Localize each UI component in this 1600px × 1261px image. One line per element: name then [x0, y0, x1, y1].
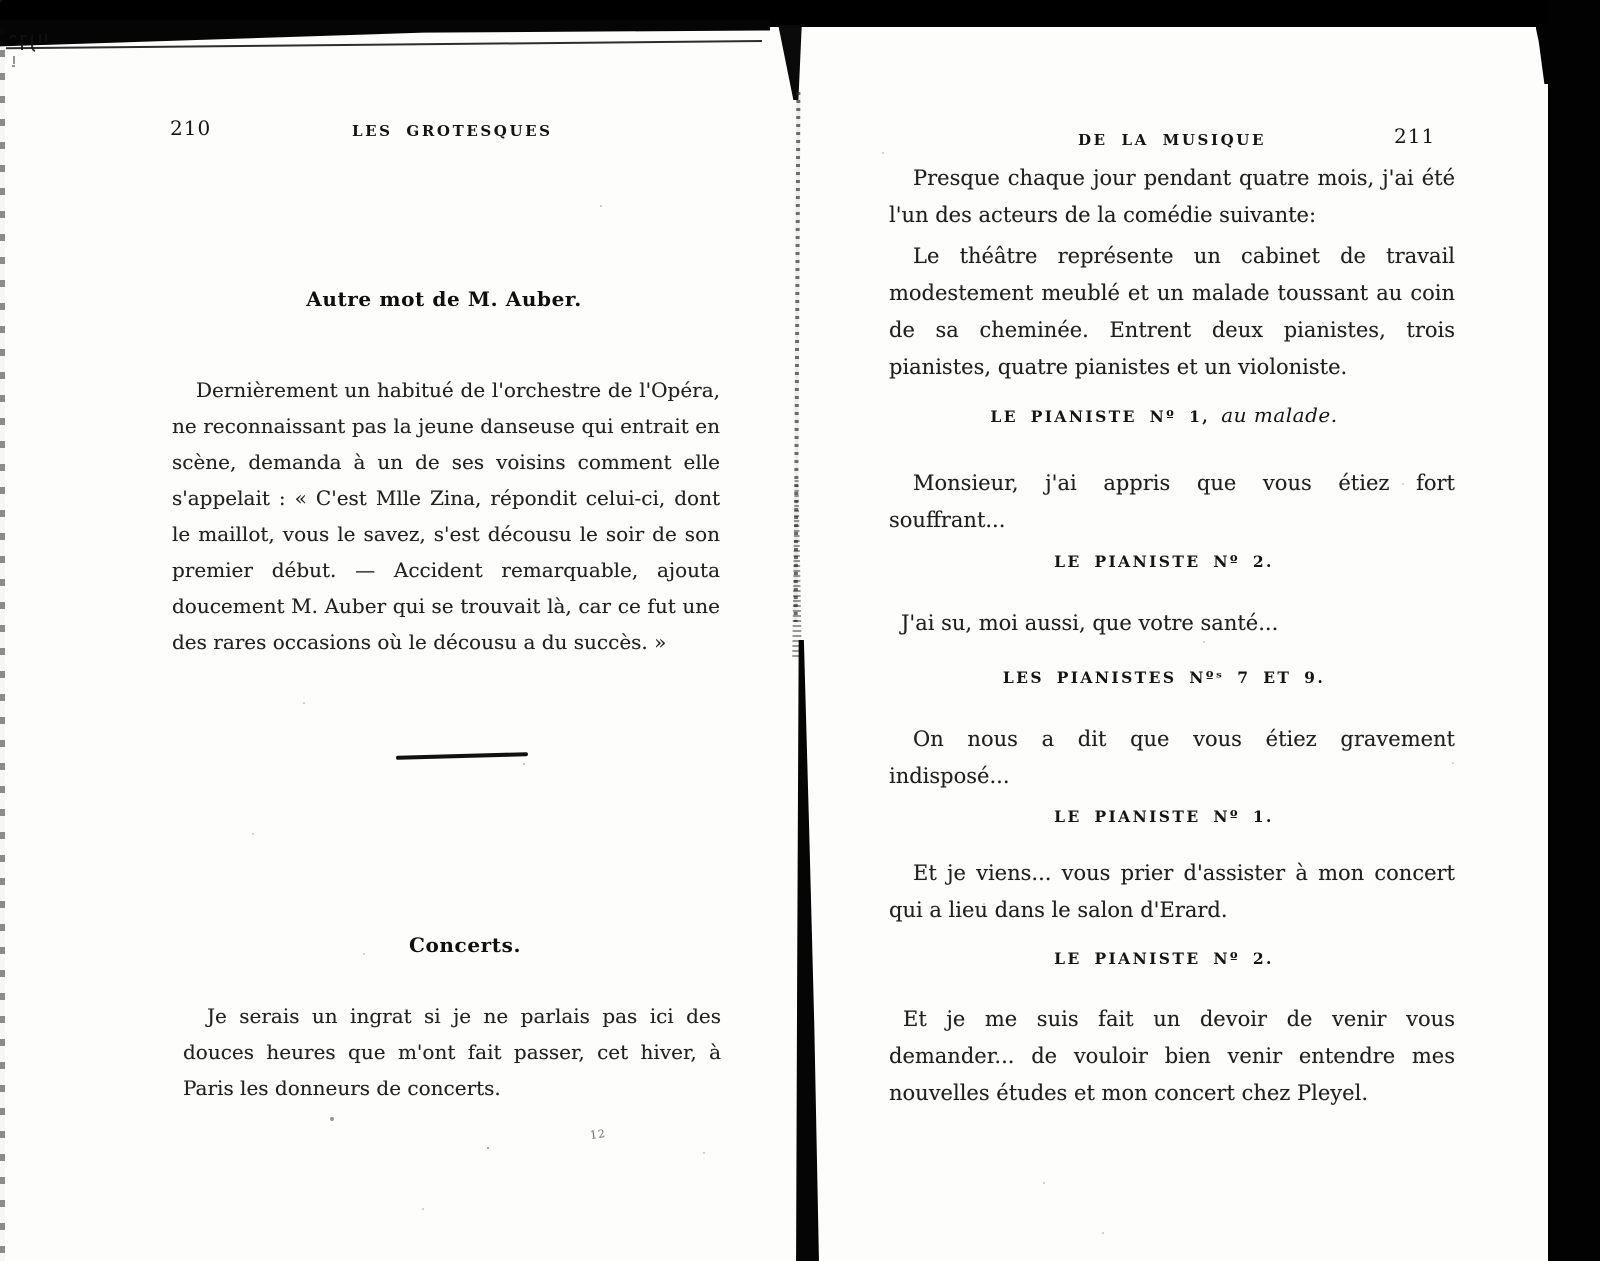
speaker-heading-3	[889, 668, 1439, 687]
paragraph-concerts: Je serais un ingrat si je ne parlais pas ici des douces heures que m'ont fait passer, cet hiver, à Paris les donneurs de concerts.	[183, 1004, 721, 1100]
dialogue-line-2: J'ai su, moi aussi, que votre santé...	[901, 611, 1279, 635]
section-heading-auber: Autre mot de M. Auber.	[306, 287, 582, 311]
speaker-heading-5	[889, 949, 1439, 968]
speaker-name-4: LE PIANISTE Nº 1.	[1054, 807, 1274, 826]
section-heading-concerts: Concerts.	[408, 933, 522, 957]
paragraph-scene: Le théâtre représente un cabinet de travail modestement meublé et un malade toussant au coin de sa cheminée. Entrent deux pianistes, trois pianistes, quatre pianistes et un violoniste.	[889, 244, 1455, 379]
stage-direction-1: au malade.	[1221, 403, 1338, 427]
running-title-left: LES GROTESQUES	[352, 122, 553, 140]
page-number-left: 210	[170, 116, 212, 140]
page-gutter-top-shadow	[776, 25, 804, 100]
page-number-right: 211	[1394, 124, 1436, 148]
dialogue-line-5: Et je me suis fait un devoir de venir vous demander... de vouloir bien venir entendre mes nouvelles études et mon concert chez Pleyel.	[889, 1007, 1455, 1105]
paragraph-auber: Dernièrement un habitué de l'orchestre de l'Opéra, ne reconnaissant pas la jeune danseuse qui entrait en scène, demanda à un de ses voisins comment elle s'appelait : « C'est Mlle Zina, répondit celui-ci, dont le maillot, vous le savez, s'est décousu le soir de son premier début. — Accident remarquable, ajouta doucement M. Auber qui se trouvait là, car ce fut une des rares occasions où le décousu a du succès. »	[172, 378, 720, 654]
page-gutter-fade	[789, 480, 805, 660]
section-divider	[396, 752, 528, 760]
speaker-name-2: LE PIANISTE Nº 2.	[1054, 552, 1274, 571]
speaker-heading-4	[889, 807, 1439, 826]
scan-noise	[0, 0, 2, 2]
printers-signature-mark: 12	[589, 1126, 607, 1143]
paragraph-intro: Presque chaque jour pendant quatre mois, j'ai été l'un des acteurs de la comédie suivante:	[889, 166, 1455, 227]
speaker-name-5: LE PIANISTE Nº 2.	[1054, 949, 1274, 968]
speaker-heading-1	[889, 403, 1439, 427]
page-gutter-bottom-shadow	[794, 640, 820, 1261]
running-title-right: DE LA MUSIQUE	[1078, 131, 1266, 149]
dialogue-line-3: On nous a dit que vous étiez gravement indisposé...	[889, 727, 1455, 788]
scan-border-left	[0, 27, 5, 1261]
speaker-heading-2	[889, 552, 1439, 571]
scan-border-right-corner	[1536, 24, 1550, 84]
binding-marks	[6, 32, 58, 70]
scan-border-right	[1548, 0, 1600, 1261]
speaker-name-1: LE PIANISTE Nº 1,	[990, 407, 1211, 426]
speaker-name-3: LES PIANISTES Nºˢ 7 ET 9.	[1002, 668, 1326, 687]
dialogue-line-4: Et je viens... vous prier d'assister à mon concert qui a lieu dans le salon d'Erard.	[889, 861, 1455, 922]
dialogue-line-1: Monsieur, j'ai appris que vous étiez fort souffrant...	[889, 471, 1455, 532]
